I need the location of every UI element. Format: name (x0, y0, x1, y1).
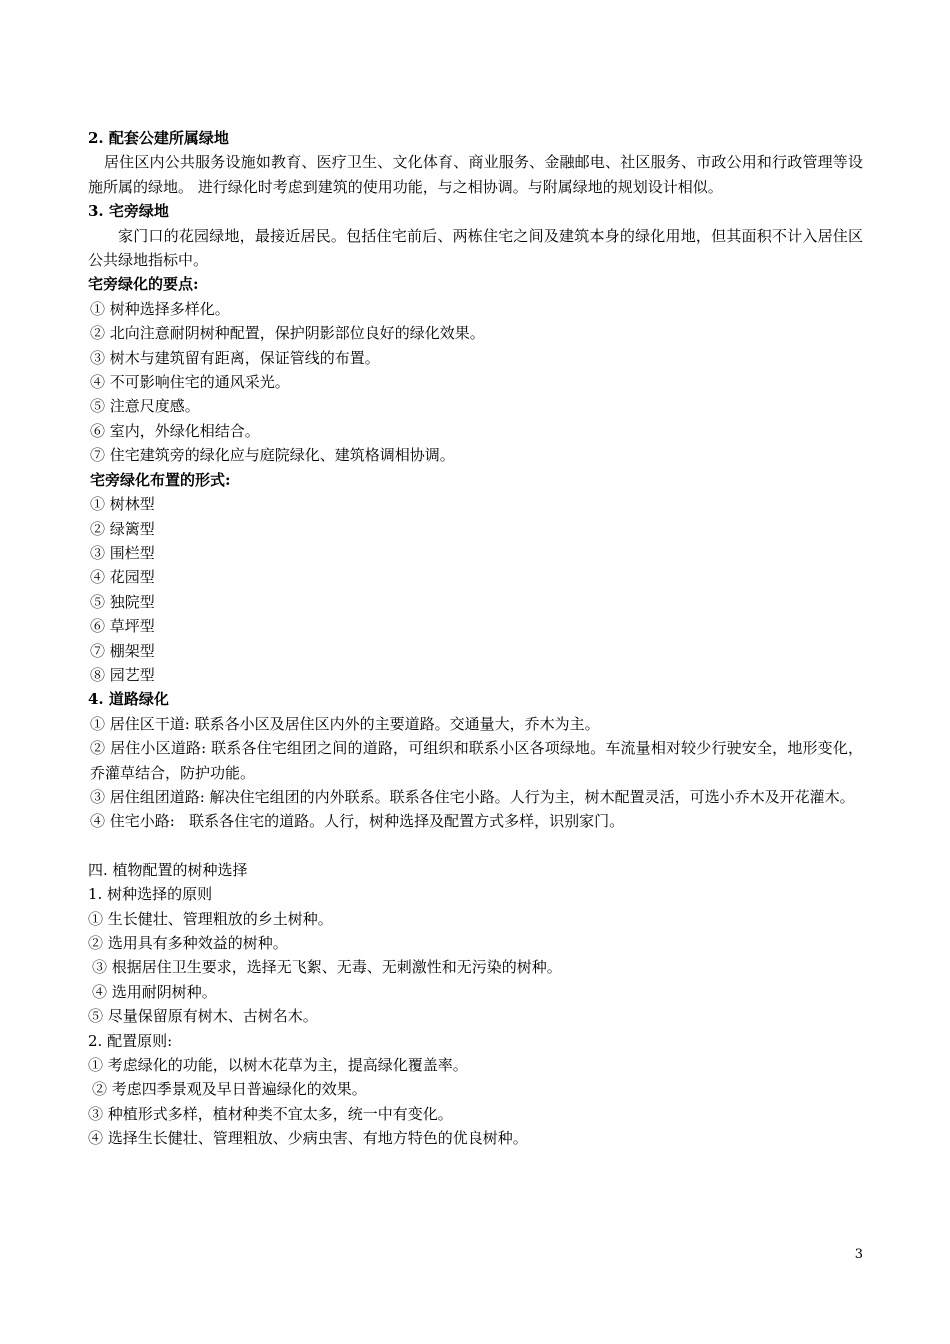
list-item-principle: ④ 选用耐阴树种。 (92, 982, 217, 1001)
heading-house-side-green: 3. 宅旁绿地 (88, 202, 169, 221)
list-item-point: ② 北向注意耐阴树种配置，保护阴影部位良好的绿化效果。 (90, 324, 485, 343)
list-item-point: ④ 不可影响住宅的通风采光。 (90, 373, 290, 392)
list-item-road: ③ 居住组团道路: 解决住宅组团的内外联系。联系各住宅小路。人行为主，树木配置灵活，可选小乔木及开花灌木。 (90, 787, 855, 806)
list-item-principle: ① 生长健壮、管理粗放的乡土树种。 (88, 909, 333, 928)
heading-greening-points: 宅旁绿化的要点: (88, 275, 199, 294)
section-spacer (88, 834, 863, 858)
page-content (88, 126, 863, 1151)
list-item-form: ① 树林型 (90, 495, 155, 514)
list-item-road: ② 居住小区道路: 联系各住宅组团之间的道路，可组织和联系小区各项绿地。车流量相对较少行驶安全，地形变化，乔灌草结合，防护功能。 (90, 739, 863, 782)
list-item-config: ④ 选择生长健壮、管理粗放、少病虫害、有地方特色的优良树种。 (88, 1129, 528, 1148)
list-item-form: ④ 花园型 (90, 568, 155, 587)
list-item-form: ⑥ 草坪型 (90, 617, 155, 636)
list-item-config: ② 考虑四季景观及早日普遍绿化的效果。 (92, 1080, 367, 1099)
heading-public-facility-green: 2. 配套公建所属绿地 (88, 129, 229, 147)
list-item-point: ⑥ 室内，外绿化相结合。 (90, 421, 260, 440)
list-item-point: ⑦ 住宅建筑旁的绿化应与庭院绿化、建筑格调相协调。 (90, 446, 455, 465)
list-item-road: ④ 住宅小路: 联系各住宅的道路。人行，树种选择及配置方式多样，识别家门。 (90, 812, 625, 831)
list-item-config: ③ 种植形式多样，植材种类不宜太多，统一中有变化。 (88, 1104, 453, 1123)
paragraph-house-side-green: 家门口的花园绿地，最接近居民。包括住宅前后、两栋住宅之间及建筑本身的绿化用地，但其面积不计入居住区公共绿地指标中。 (88, 226, 863, 270)
paragraph-public-facility-green: 居住区内公共服务设施如教育、医疗卫生、文化体育、商业服务、金融邮电、社区服务、市政公用和行政管理等设施所属的绿地。 进行绿化时考虑到建筑的使用功能，与之相协调。与附属绿地的规划设计相似。 (88, 153, 863, 196)
list-item-point: ③ 树木与建筑留有距离，保证管线的布置。 (90, 348, 380, 367)
list-item-point: ⑤ 注意尺度感。 (90, 397, 200, 416)
list-item-form: ⑧ 园艺型 (90, 665, 155, 684)
list-item-point: ① 树种选择多样化。 (90, 299, 230, 318)
page-number: 3 (854, 1247, 863, 1262)
list-item-principle: ⑤ 尽量保留原有树木、古树名木。 (88, 1007, 318, 1026)
list-item-principle: ③ 根据居住卫生要求，选择无飞絮、无毒、无刺激性和无污染的树种。 (92, 958, 562, 977)
list-item-road: ① 居住区干道: 联系各小区及居住区内外的主要道路。交通量大，乔木为主。 (90, 714, 600, 733)
list-item-form: ③ 围栏型 (90, 543, 155, 562)
list-item-config: ① 考虑绿化的功能，以树木花草为主，提高绿化覆盖率。 (88, 1056, 468, 1075)
list-item-principle: ② 选用具有多种效益的树种。 (88, 934, 288, 952)
heading-layout-forms: 宅旁绿化布置的形式: (90, 470, 231, 489)
subheading-config-principles: 2. 配置原则: (88, 1031, 173, 1050)
subheading-selection-principles: 1. 树种选择的原则 (88, 885, 213, 904)
list-item-form: ⑤ 独院型 (90, 592, 155, 611)
list-item-form: ② 绿篱型 (90, 519, 155, 538)
heading-plant-selection: 四. 植物配置的树种选择 (88, 860, 248, 879)
heading-road-greening: 4. 道路绿化 (88, 690, 169, 709)
list-item-form: ⑦ 棚架型 (90, 641, 155, 660)
